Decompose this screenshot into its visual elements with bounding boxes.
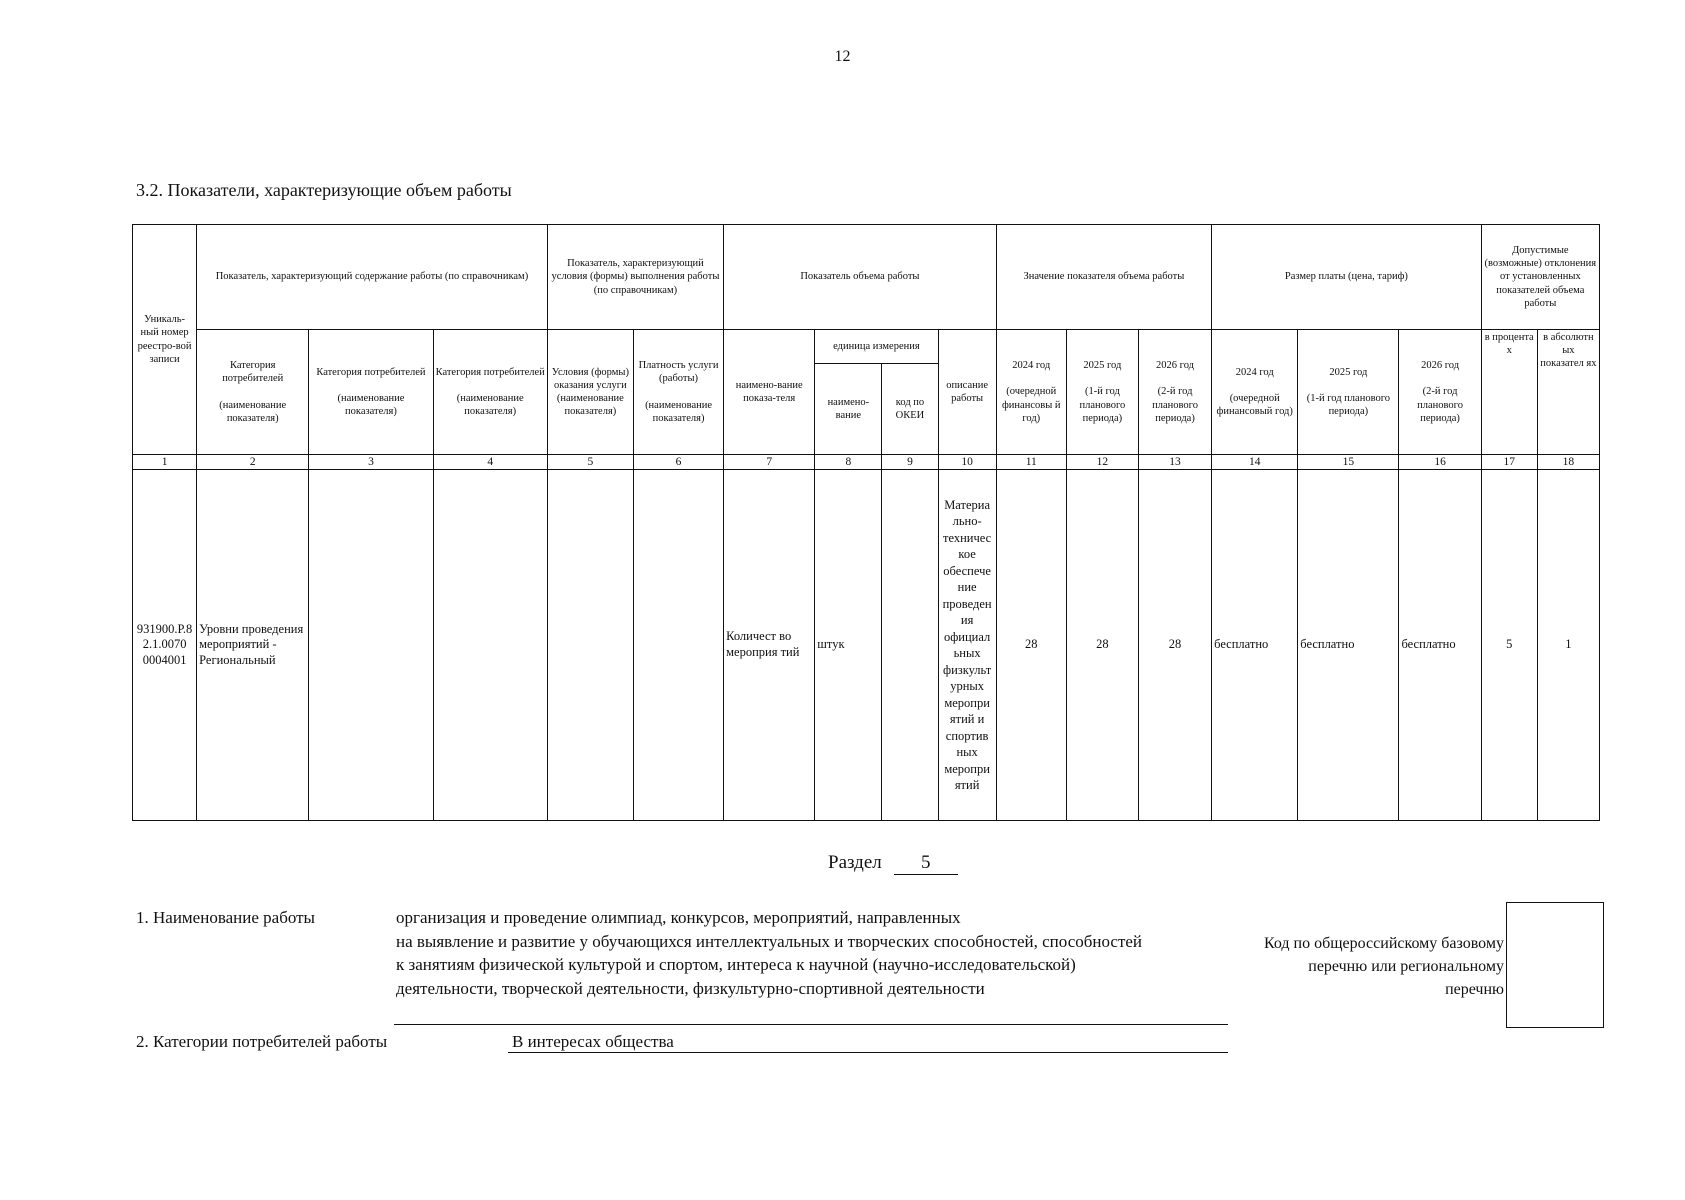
cell-value-2024: 28: [996, 470, 1066, 821]
section-heading: [828, 852, 958, 875]
column-number: 16: [1399, 455, 1481, 470]
cell-conditions: [547, 470, 633, 821]
consumer-categories-value: В интересах общества: [512, 1032, 674, 1051]
header-category-2: [309, 330, 433, 455]
header-year-sub: (2-й год планового периода): [1152, 386, 1198, 424]
registry-code-box: [1506, 902, 1604, 1028]
column-number: 15: [1298, 455, 1399, 470]
header-year-sub: (очередной финансовый год): [1216, 393, 1293, 418]
registry-code-label-line: Код по общероссийскому базовому: [1263, 935, 1504, 952]
header-category-3: [433, 330, 547, 455]
header-value-2026: [1138, 330, 1211, 455]
section-title: 3.2. Показатели, характеризующие объем работы: [136, 180, 512, 200]
header-work-description: описание работы: [938, 330, 996, 455]
header-indicator-name: наимено-вание показа-теля: [724, 330, 815, 455]
header-category-title: Категория потребителей: [316, 366, 426, 378]
column-number: 10: [938, 455, 996, 470]
cell-work-description: Материа льно-техничес кое обеспече ние проведен ия официал ьных физкульт урных меропри ятий и спортив ных меропри ятий: [938, 470, 996, 821]
header-payment-sub: (наименование показателя): [645, 399, 713, 424]
registry-code-label: [1228, 932, 1504, 1001]
header-value-2024: [996, 330, 1066, 455]
column-number: 14: [1212, 455, 1298, 470]
registry-code-label-line: перечню: [1445, 981, 1504, 998]
header-deviation-absolute: в абсолютн ых показател ях: [1537, 330, 1599, 455]
section-label: Раздел: [828, 852, 882, 873]
work-name-label: 1. Наименование работы: [136, 908, 315, 927]
header-category-title: Категория потребителей: [435, 366, 545, 378]
header-year: 2024 год: [1235, 366, 1274, 378]
cell-category-3: [433, 470, 547, 821]
header-year-sub: (1-й год планового периода): [1306, 393, 1391, 418]
column-number: 1: [133, 455, 197, 470]
header-price-2024: [1212, 330, 1298, 455]
header-conditions-sub: (наименование показателя): [556, 393, 624, 418]
cell-payment: [633, 470, 723, 821]
column-number: 5: [547, 455, 633, 470]
header-unit-name: наимено-вание: [815, 364, 882, 455]
cell-indicator-name: Количест во мероприя тий: [724, 470, 815, 821]
column-number: 9: [882, 455, 938, 470]
cell-price-2025: бесплатно: [1298, 470, 1399, 821]
header-conditions-title: Условия (формы) оказания услуги: [551, 366, 629, 391]
header-year-sub: (2-й год планового периода): [1417, 386, 1463, 424]
column-number: 18: [1537, 455, 1599, 470]
column-number: 2: [197, 455, 309, 470]
registry-code-label-line: перечню или региональному: [1308, 958, 1504, 975]
cell-deviation-percent: 5: [1481, 470, 1537, 821]
header-value-2025: [1066, 330, 1138, 455]
column-number: 11: [996, 455, 1066, 470]
header-unit-group: единица измерения: [815, 330, 938, 364]
header-conditions-group: Показатель, характеризующий условия (формы) выполнения работы (по справочникам): [547, 225, 723, 330]
work-name-line: деятельности, творческой деятельности, физкультурно-спортивной деятельности: [396, 978, 985, 998]
header-category-sub: (наименование показателя): [219, 399, 287, 424]
header-category-sub: (наименование показателя): [337, 393, 405, 418]
column-numbers-row: [133, 455, 1600, 470]
table-row: [133, 470, 1600, 821]
column-number: 6: [633, 455, 723, 470]
header-category-title: Категория потребителей: [222, 360, 284, 385]
header-payment-title: Платность услуги (работы): [638, 360, 719, 385]
cell-price-2024: бесплатно: [1212, 470, 1298, 821]
cell-deviation-absolute: 1: [1537, 470, 1599, 821]
cell-price-2026: бесплатно: [1399, 470, 1481, 821]
column-number: 8: [815, 455, 882, 470]
cell-category-1: Уровни проведения мероприятий - Региональный: [197, 470, 309, 821]
column-number: 7: [724, 455, 815, 470]
column-number: 4: [433, 455, 547, 470]
header-conditions: [547, 330, 633, 455]
header-year-sub: (1-й год планового периода): [1079, 386, 1126, 424]
header-price-2026: [1399, 330, 1481, 455]
column-number: 12: [1066, 455, 1138, 470]
work-name-line: на выявление и развитие у обучающихся интеллектуальных и творческих способностей, способностей: [396, 931, 1143, 951]
header-year-sub: (очередной финансовы й год): [1002, 386, 1061, 424]
cell-unit-name: штук: [815, 470, 882, 821]
header-price-group: Размер платы (цена, тариф): [1212, 225, 1482, 330]
cell-value-2026: 28: [1138, 470, 1211, 821]
header-value-group: Значение показателя объема работы: [996, 225, 1211, 330]
header-deviation-percent: в процента х: [1481, 330, 1537, 455]
work-name-line: организация и проведение олимпиад, конкурсов, мероприятий, направленных: [396, 908, 961, 927]
header-payment: [633, 330, 723, 455]
header-year: 2025 год: [1083, 360, 1122, 372]
work-name-underline: [394, 1024, 1228, 1025]
header-price-2025: [1298, 330, 1399, 455]
column-number: 3: [309, 455, 433, 470]
header-category-1: [197, 330, 309, 455]
work-name-value: [396, 906, 1236, 1000]
consumer-categories-underline: [508, 1052, 1228, 1053]
cell-unit-okei: [882, 470, 938, 821]
cell-value-2025: 28: [1066, 470, 1138, 821]
header-category-sub: (наименование показателя): [456, 393, 524, 418]
section-number: 5: [894, 852, 958, 875]
header-deviation-group: Допустимые (возможные) отклонения от установленных показателей объема работы: [1481, 225, 1599, 330]
header-unit-okei: код по ОКЕИ: [882, 364, 938, 455]
header-content-group: Показатель, характеризующий содержание работы (по справочникам): [197, 225, 548, 330]
consumer-categories-label: 2. Категории потребителей работы: [136, 1032, 388, 1051]
column-number: 13: [1138, 455, 1211, 470]
header-volume-group: Показатель объема работы: [724, 225, 997, 330]
column-number: 17: [1481, 455, 1537, 470]
cell-category-2: [309, 470, 433, 821]
cell-unique-number: 931900.Р.82.1.0070 0004001: [133, 470, 197, 821]
header-unique-number: Уникаль-ный номер реестро-вой записи: [133, 225, 197, 455]
header-year: 2026 год: [1156, 360, 1195, 372]
header-year: 2026 год: [1421, 360, 1460, 372]
page-number: 12: [834, 48, 851, 65]
header-year: 2025 год: [1329, 366, 1368, 378]
work-name-line: к занятиям физической культурой и спортом, интереса к научной (научно-исследовательской): [396, 955, 1076, 974]
header-year: 2024 год: [1012, 360, 1051, 372]
volume-indicators-table: [132, 224, 1600, 821]
